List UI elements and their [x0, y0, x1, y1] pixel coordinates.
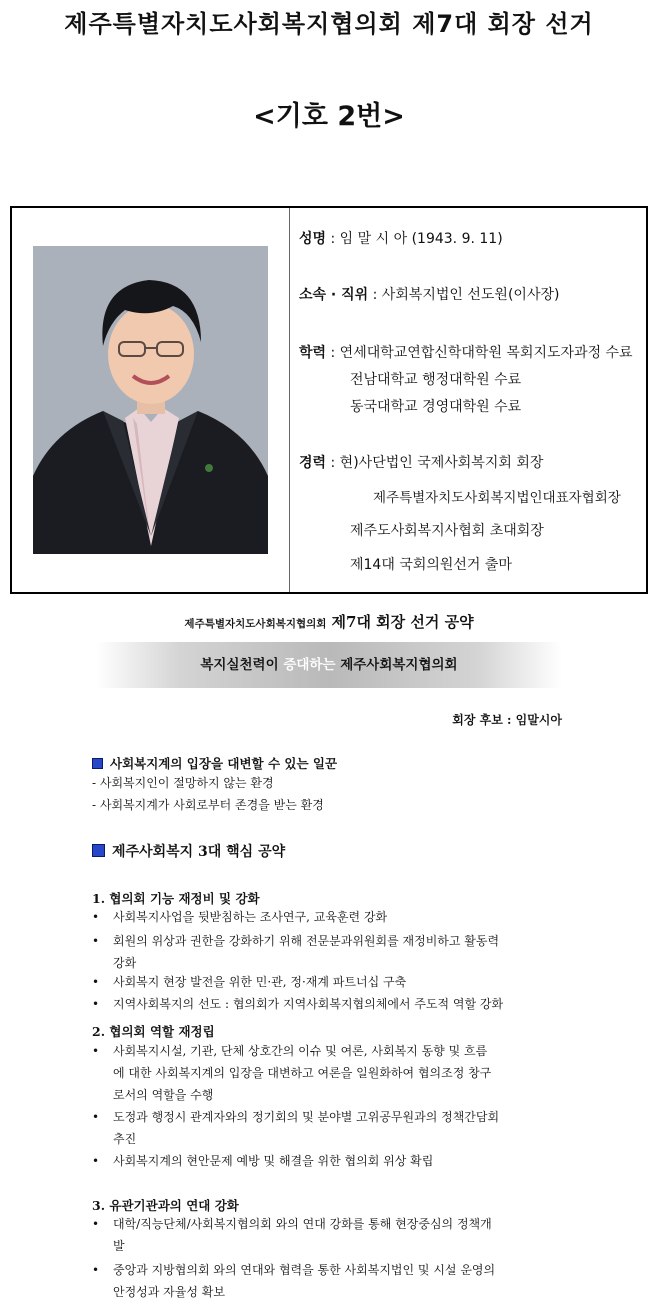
- name-row: [299, 228, 503, 248]
- section-title: 사회복지계의 입장을 대변할 수 있는 일꾼: [110, 756, 338, 771]
- pledge-heading: [0, 611, 658, 632]
- education-label: 학력: [299, 345, 327, 361]
- career-item: 제주도사회복지사협회 초대회장: [350, 523, 544, 539]
- page-title: 제주특별자치도사회복지협의회 제7대 회장 선거: [64, 10, 594, 38]
- position-row: [299, 284, 559, 304]
- candidate-portrait-illustration: [33, 246, 268, 554]
- position-value: : 사회복지법인 선도원(이사장): [372, 287, 560, 303]
- career-row: [299, 452, 543, 472]
- career-item: 제주특별자치도사회복지법인대표자협회장: [373, 490, 621, 506]
- position-label: 소속 · 직위: [299, 287, 369, 303]
- candidate-photo: [33, 246, 268, 554]
- career-item: : 현)사단법인 국제사회복지회 회장: [330, 455, 544, 471]
- ballot-number: <기호 2번>: [253, 101, 405, 132]
- education-item: 동국대학교 경영대학원 수료: [350, 399, 522, 415]
- education-item: : 연세대학교연합신학대학원 목회지도자과정 수료: [330, 345, 633, 361]
- section-heading: [92, 841, 285, 861]
- section-title: 제주사회복지 3대 핵심 공약: [112, 844, 286, 860]
- slogan-banner: [96, 642, 562, 688]
- bullet-dot-icon: •: [92, 1217, 100, 1231]
- group-heading: 3. 유관기관과의 연대 강화: [92, 1198, 239, 1213]
- section-heading: [92, 754, 337, 772]
- slogan-text: 복지실천력이: [200, 657, 284, 673]
- bullet-dot-icon: •: [92, 910, 100, 924]
- section-item: - 사회복지계가 사회로부터 존경을 받는 환경: [92, 798, 324, 812]
- square-bullet-icon: [92, 844, 105, 857]
- education-row: [299, 342, 633, 362]
- group-heading: 2. 협의회 역할 재정립: [92, 1024, 215, 1039]
- group-heading: 1. 협의회 기능 재정비 및 강화: [92, 891, 260, 906]
- bullet-dot-icon: •: [92, 997, 100, 1011]
- bullet-dot-icon: •: [92, 1154, 100, 1168]
- candidate-label: 회장 후보 : 임말시아: [452, 713, 562, 727]
- pledge-heading-org: 제주특별자치도사회복지협의회: [184, 618, 327, 630]
- bullet-dot-icon: •: [92, 1110, 100, 1124]
- name-value: : 임 말 시 아 (1943. 9. 11): [330, 231, 503, 247]
- bullet-dot-icon: •: [92, 975, 100, 989]
- section-item: - 사회복지인이 절망하지 않는 환경: [92, 776, 274, 790]
- bullet-dot-icon: •: [92, 1263, 100, 1277]
- bullet-dot-icon: •: [92, 1044, 100, 1058]
- name-label: 성명: [299, 231, 327, 247]
- candidate-profile-table: [10, 206, 648, 594]
- career-label: 경력: [299, 455, 327, 471]
- career-item: 제14대 국회의원선거 출마: [350, 557, 512, 573]
- slogan-highlight: 증대하는: [283, 657, 336, 673]
- education-item: 전남대학교 행정대학원 수료: [350, 372, 522, 388]
- photo-cell: [12, 208, 290, 592]
- profile-info: [299, 208, 644, 592]
- square-bullet-icon: [92, 758, 103, 769]
- bullet-dot-icon: •: [92, 934, 100, 948]
- slogan-text: 제주사회복지협의회: [335, 657, 458, 673]
- pledge-heading-title: 제7대 회장 선거 공약: [331, 613, 474, 631]
